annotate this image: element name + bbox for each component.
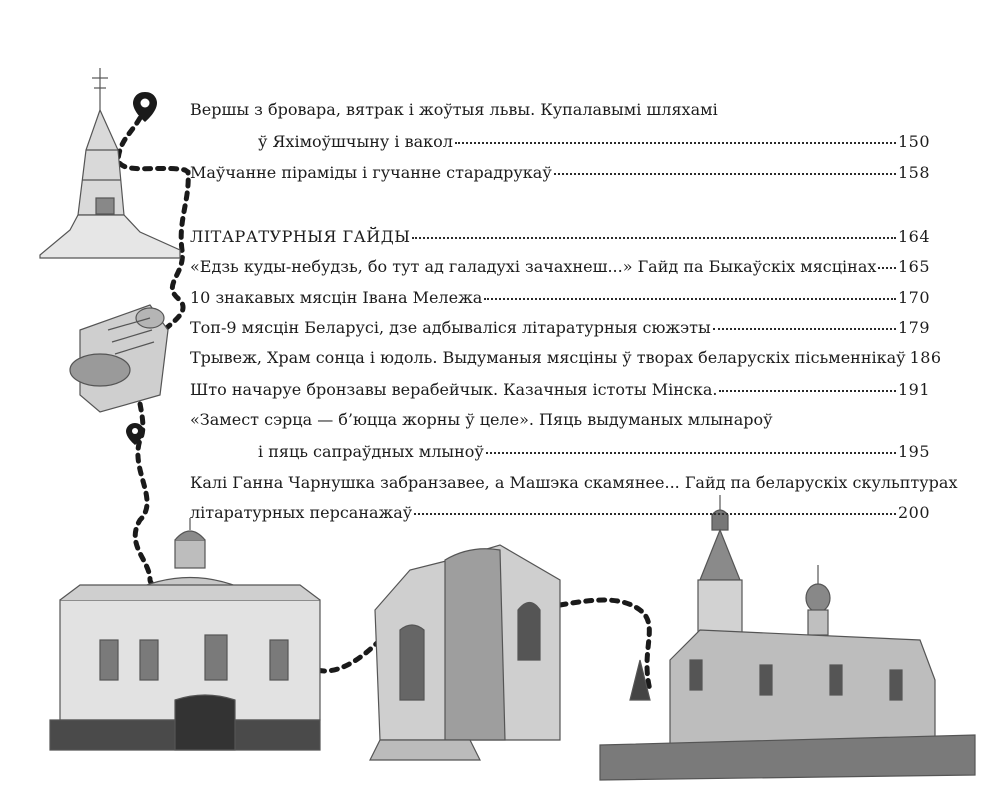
toc-page-number: 195 [897,442,930,461]
toc-entry[interactable] [190,163,930,183]
toc-entry[interactable] [190,348,942,368]
toc-page-number: 158 [897,163,930,182]
toc-entry-title: Маўчанне пірaміды і гучанне старадрукаў [190,163,552,182]
toc-entry-title: Што начаруе бронзавы верабейчык. Казачныя істоты Мінска. [190,380,718,399]
dot-leader [878,266,896,269]
toc-page-number: 179 [897,318,930,337]
toc-entry-title-cont: літаратурных персанажаў [190,503,413,522]
dot-leader [713,327,896,330]
toc-page-number: 150 [897,132,930,151]
dot-leader [414,512,896,515]
section-title: ЛІТАРАТУРНЫЯ ГАЙДЫ [190,227,411,246]
toc-entry[interactable] [190,257,930,277]
toc-entry[interactable] [190,288,930,308]
toc-page-number: 164 [897,227,930,246]
dot-leader [412,236,895,239]
dot-leader [554,172,896,175]
toc-entry-title: Трывеж, Храм сонца і юдоль. Выдуманыя мясціны ў творах беларускіх пісьменнікаў [190,348,906,367]
toc-section-heading[interactable] [190,227,930,247]
toc-page-number: 200 [897,503,930,522]
toc-entry-title: Топ-9 мясцін Беларусі, дзе адбываліся літаратурныя сюжэты [190,318,711,337]
toc-page-number: 165 [897,257,930,276]
toc-entry[interactable] [190,318,930,338]
toc-entry-title: «Замест сэрца — б’юцца жорны ў целе». Пяць выдуманых млынароў [190,410,773,429]
toc-entry[interactable] [190,473,958,523]
toc-entry[interactable] [190,410,930,462]
toc-entry-title: «Едзь куды-небудзь, бо тут ад галадухі зачахнеш...» Гайд па Быкаўскіх мясцінах [190,257,877,276]
toc-entry-title: 10 знакавых мясцін Івана Мележа [190,288,483,307]
dot-leader [484,297,896,300]
toc-entry-title: Калі Ганна Чарнушка забранзавее, а Машэка скамянее... Гайд па беларускіх скульптурах [190,473,958,492]
toc-entry-title-cont: і пяць сапраўдных млыноў [258,442,484,461]
dot-leader [719,389,895,392]
toc-page-number: 191 [897,380,930,399]
dot-leader [486,451,896,454]
dot-leader [455,141,896,144]
toc-page-number: 186 [909,348,942,367]
toc-entry-title: Вершы з бровара, вятрак і жоўтыя львы. Купалавымі шляхамі [190,100,718,119]
toc-entry[interactable] [190,380,930,400]
toc-entry-title-cont: ў Яхімоўшчыну і вакол [258,132,453,151]
toc-entry[interactable] [190,100,930,152]
toc-page-number: 170 [897,288,930,307]
